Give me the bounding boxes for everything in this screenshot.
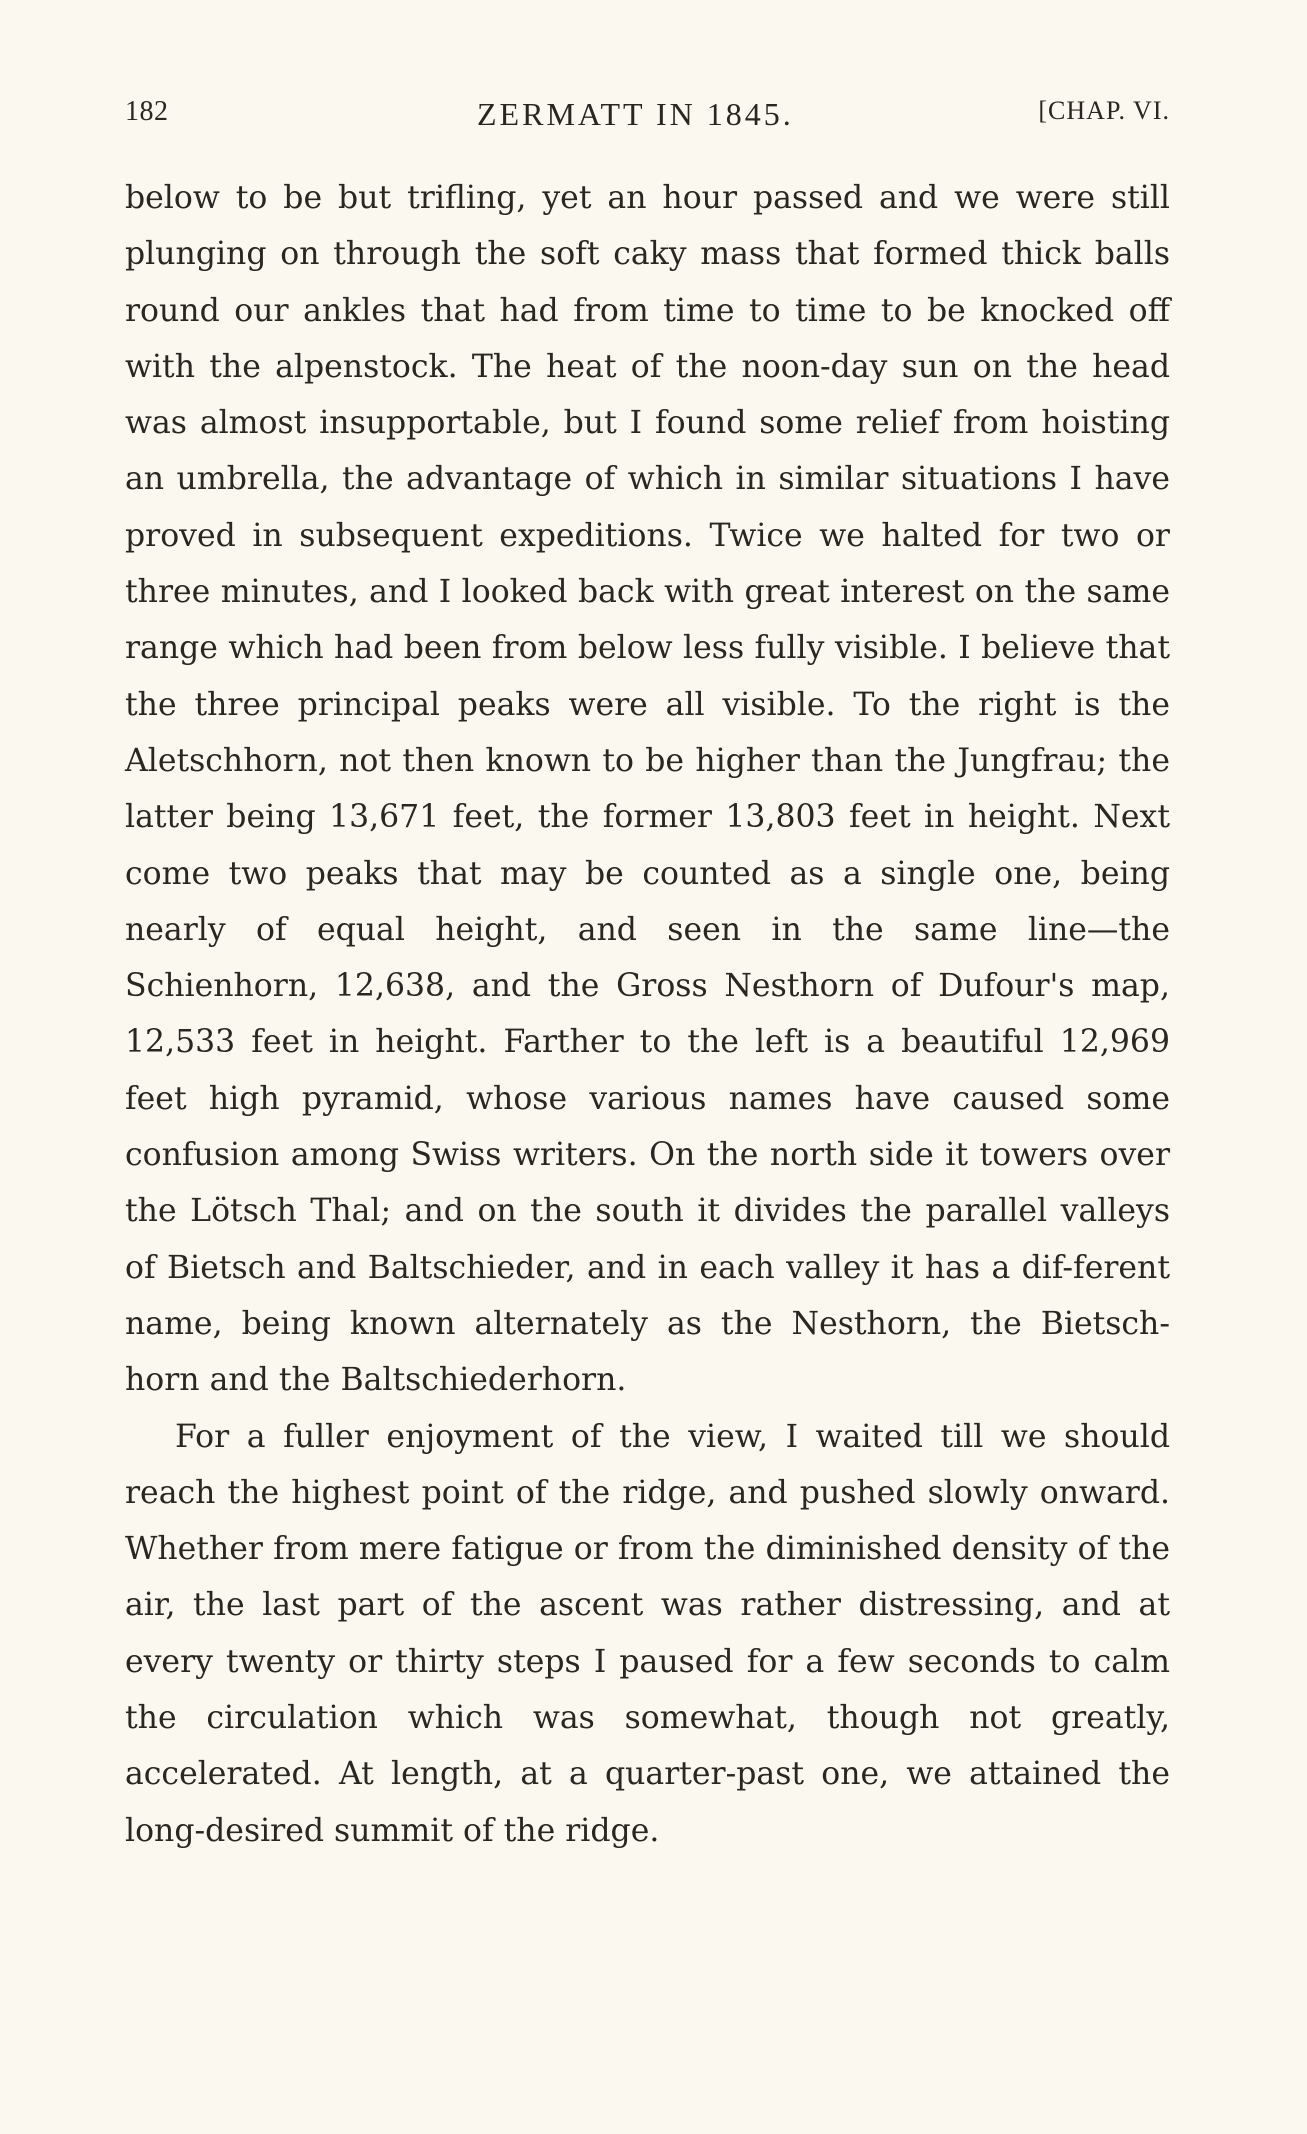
paragraph-view-ascent: For a fuller enjoyment of the view, I waited till we should reach the highest point of the ridge, and pushed slowly onward. Whether from mere fatigue or from the diminished density of the air, the last part of the ascent was rather distressing, and at every twenty or thirty steps I paused for a few seconds to calm the circulation which was somewhat, though not greatly, accelerated. At length, at a quarter-past one, we attained the long-desired summit of the ridge. [125,1418,1170,1849]
running-head [125,96,1170,136]
body-text [125,170,1170,1859]
page-number: 182 [125,96,169,127]
chapter-reference: [CHAP. VI. [1038,96,1170,125]
paragraph-continued: below to be but trifling, yet an hour passed and we were still plunging on through the soft caky mass that formed thick balls round our ankles that had from time to time to be knocked off with the alpenstock. The heat of the noon-day sun on the head was almost insupportable, but I found some relief from hoisting an umbrella, the advantage of which in similar situations I have proved in subsequent expeditions. Twice we halted for two or three minutes, and I looked back with great interest on the same range which had been from below less fully visible. I believe that the three principal peaks were all visible. To the right is the Aletschhorn, not then known to be higher than the Jungfrau; the latter being 13,671 feet, the former 13,803 feet in height. Next come two peaks that may be counted as a single one, being nearly of equal height, and seen in the same line—the Schienhorn, 12,638, and the Gross Nesthorn of Dufour's map, 12,533 feet in height. Farther to the left is a beautiful 12,969 feet high pyramid, whose various names have caused some confusion among Swiss writers. On the north side it towers over the Lötsch Thal; and on the south it divides the parallel valleys of Bietsch and Baltschieder, and in each valley it has a dif-ferent name, being known alternately as the Nesthorn, the Bietsch-horn and the Baltschiederhorn. [125,180,1170,1399]
running-title: ZERMATT IN 1845. [477,96,794,132]
